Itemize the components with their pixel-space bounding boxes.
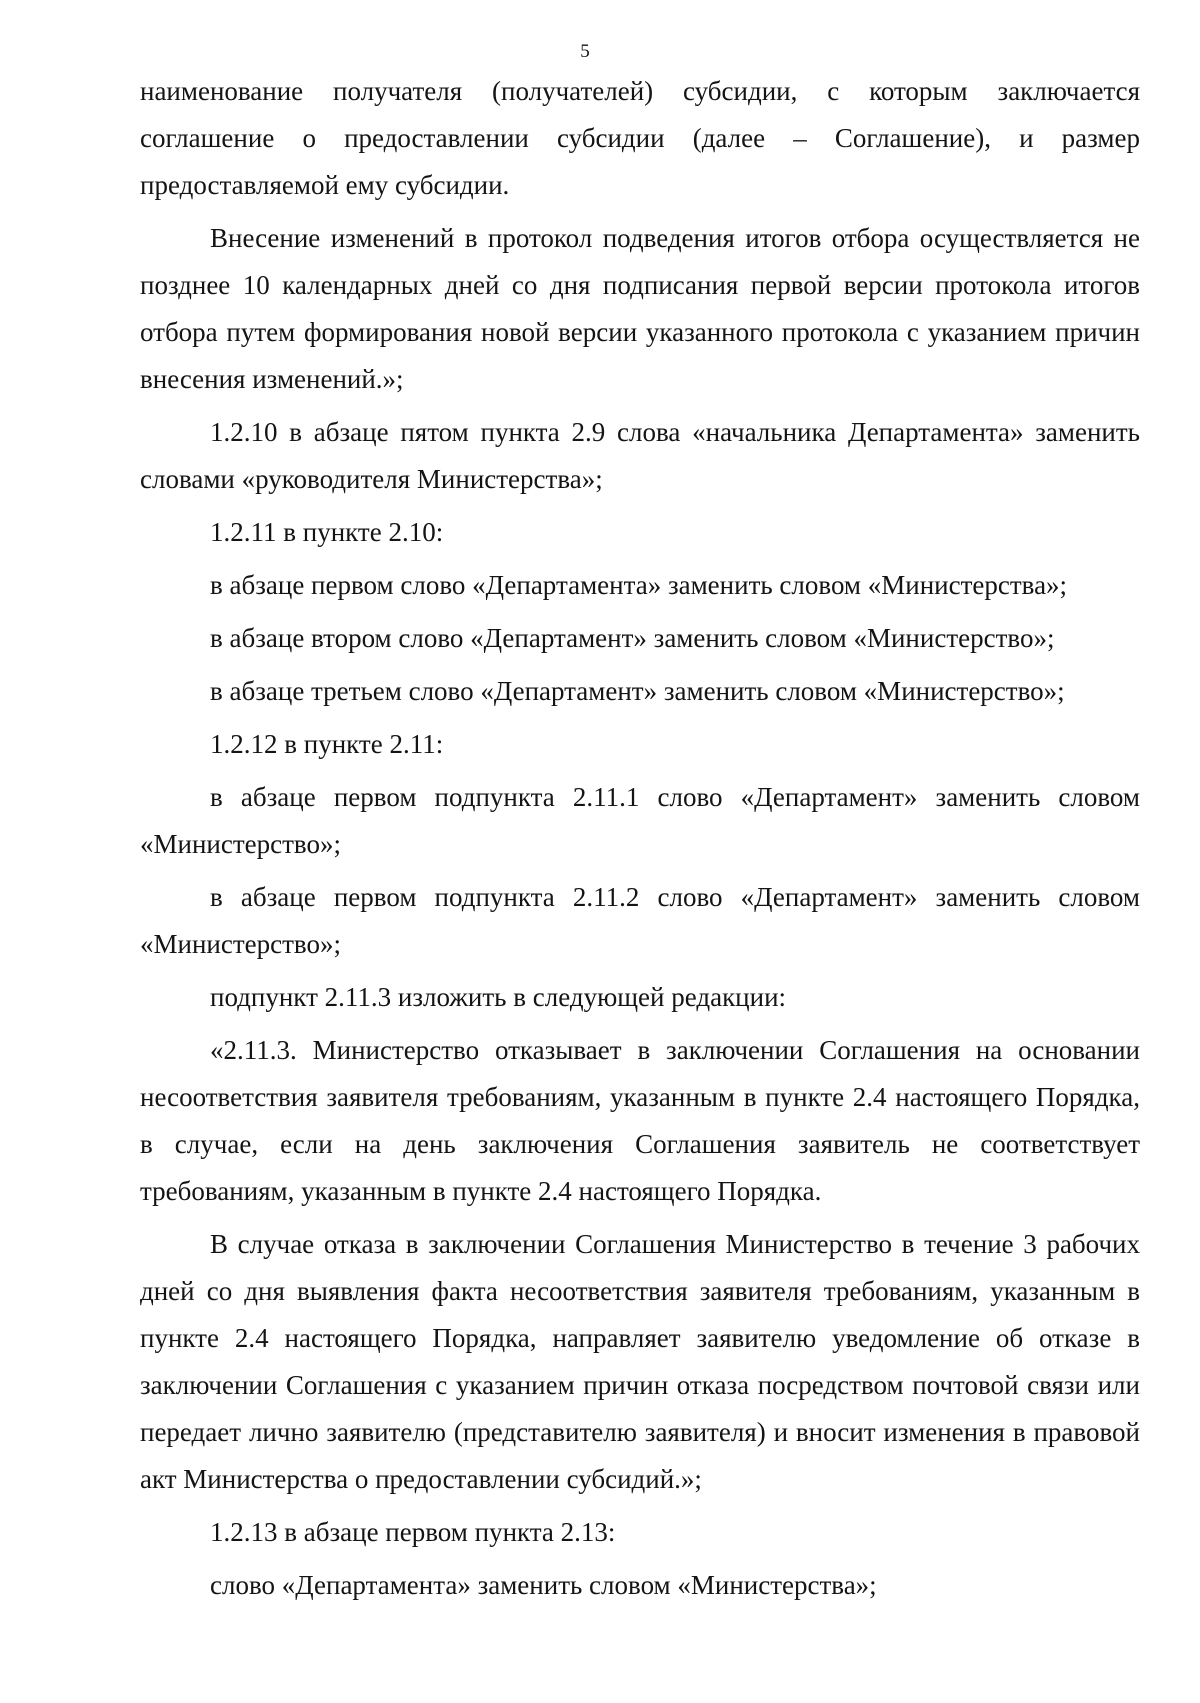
paragraph-subitem-2-11-3-text: «2.11.3. Министерство отказывает в заключении Соглашения на основании несоответствия заявителя требованиям, указанным в пункте 2.4 настоящего Порядка, в случае, если на день заключения Соглашения заявитель не соответствует требованиям, указанным в пункте 2.4 настоящего Порядка. xyxy=(140,1035,1140,1206)
paragraph-item-1-2-13: 1.2.13 в абзаце первом пункта 2.13: xyxy=(210,1517,616,1547)
paragraph-first-paragraph-change: в абзаце первом слово «Департамента» заменить словом «Министерства»; xyxy=(210,570,1068,600)
paragraph-subitem-2-11-2: в абзаце первом подпункта 2.11.2 слово «Департамент» заменить словом «Министерство»; xyxy=(140,882,1140,959)
paragraph-item-1-2-11: 1.2.11 в пункте 2.10: xyxy=(210,517,444,547)
document-body xyxy=(140,68,1140,1609)
paragraph-third-paragraph-change: в абзаце третьем слово «Департамент» заменить словом «Министерство»; xyxy=(210,676,1065,706)
paragraph-item-1-2-10: 1.2.10 в абзаце пятом пункта 2.9 слова «начальника Департамента» заменить словами «руководителя Министерства»; xyxy=(140,417,1140,494)
paragraph-refusal-procedure: В случае отказа в заключении Соглашения Министерство в течение 3 рабочих дней со дня выявления факта несоответствия заявителя требованиям, указанным в пункте 2.4 настоящего Порядка, направляет заявителю уведомление об отказе в заключении Соглашения с указанием причин отказа посредством почтовой связи или передает лично заявителю (представителю заявителя) и вносит изменения в правовой акт Министерства о предоставлении субсидий.»; xyxy=(140,1229,1140,1494)
paragraph-recipient-name: наименование получателя (получателей) субсидии, с которым заключается соглашение о предоставлении субсидии (далее – Соглашение), и размер предоставляемой ему субсидии. xyxy=(140,76,1140,200)
paragraph-second-paragraph-change: в абзаце втором слово «Департамент» заменить словом «Министерство»; xyxy=(210,623,1055,653)
page-number: 5 xyxy=(580,41,590,62)
paragraph-subitem-2-11-1: в абзаце первом подпункта 2.11.1 слово «Департамент» заменить словом «Министерство»; xyxy=(140,782,1140,859)
paragraph-item-1-2-12: 1.2.12 в пункте 2.11: xyxy=(210,729,444,759)
paragraph-subitem-2-11-3-intro: подпункт 2.11.3 изложить в следующей редакции: xyxy=(210,982,787,1012)
paragraph-protocol-changes: Внесение изменений в протокол подведения итогов отбора осуществляется не позднее 10 календарных дней со дня подписания первой версии протокола итогов отбора путем формирования новой версии указанного протокола с указанием причин внесения изменений.»; xyxy=(140,223,1140,394)
paragraph-word-replacement: слово «Департамента» заменить словом «Министерства»; xyxy=(210,1570,877,1600)
